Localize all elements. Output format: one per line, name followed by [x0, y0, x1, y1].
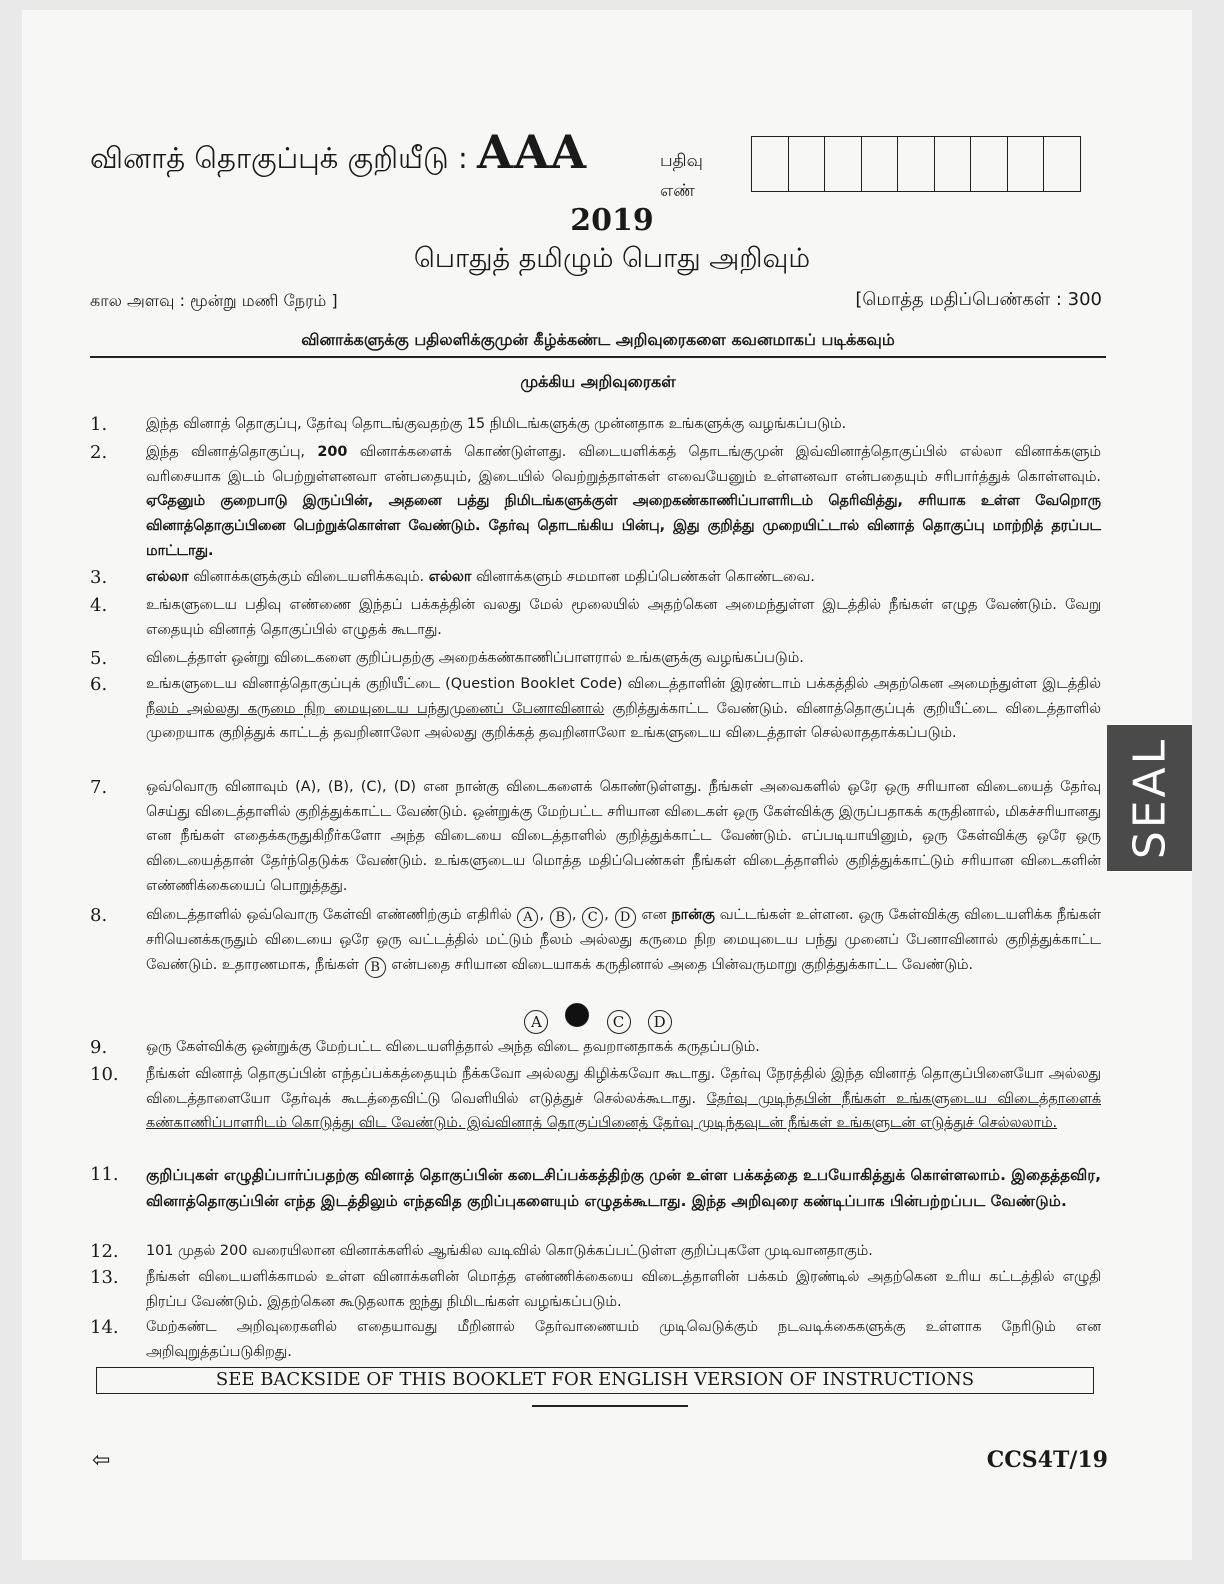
example-option-b-filled: [565, 1003, 589, 1027]
register-digit-box[interactable]: [1044, 137, 1081, 191]
booklet-code-line: [90, 125, 587, 179]
exam-year: 2019: [570, 203, 654, 238]
example-option-a: A: [524, 1010, 548, 1034]
divider: [532, 1405, 688, 1407]
total-marks: [மொத்த மதிப்பெண்கள் : 300: [855, 289, 1102, 310]
option-c-circle: C: [582, 907, 603, 928]
booklet-number: CCS4T/19: [986, 1447, 1108, 1473]
exam-subject: பொதுத் தமிழும் பொது அறிவும்: [413, 243, 811, 274]
register-digit-box[interactable]: [789, 137, 826, 191]
read-carefully-warning: வினாக்களுக்கு பதிலளிக்குமுன் கீழ்க்கண்ட அறிவுரைகளை கவனமாகப் படிக்கவும்: [301, 330, 895, 349]
divider: [90, 356, 1106, 358]
option-b-circle: B: [365, 957, 386, 978]
example-answer-marking: [0, 1003, 1196, 1034]
register-number-label: பதிவு எண்: [660, 151, 703, 201]
back-arrow-icon: ⇦: [92, 1448, 111, 1473]
register-digit-box[interactable]: [752, 137, 789, 191]
register-digit-box[interactable]: [898, 137, 935, 191]
option-d-circle: D: [615, 907, 636, 928]
exam-duration: கால அளவு : மூன்று மணி நேரம் ]: [90, 291, 338, 310]
register-digit-box[interactable]: [825, 137, 862, 191]
english-version-note: SEE BACKSIDE OF THIS BOOKLET FOR ENGLISH VERSION OF INSTRUCTIONS: [96, 1367, 1094, 1394]
option-b-circle: B: [550, 907, 571, 928]
booklet-code: AAA: [477, 125, 588, 179]
example-option-d: D: [648, 1010, 672, 1034]
seal-tab: SEAL: [1107, 725, 1192, 871]
option-a-circle: A: [517, 907, 538, 928]
example-option-c: C: [607, 1010, 631, 1034]
register-digit-box[interactable]: [1008, 137, 1045, 191]
register-digit-box[interactable]: [971, 137, 1008, 191]
register-digit-box[interactable]: [935, 137, 972, 191]
register-digit-box[interactable]: [862, 137, 899, 191]
important-instructions-heading: முக்கிய அறிவுரைகள்: [520, 372, 676, 391]
register-number-boxes[interactable]: [751, 136, 1081, 192]
booklet-code-label: வினாத் தொகுப்புக் குறியீடு :: [90, 141, 468, 175]
